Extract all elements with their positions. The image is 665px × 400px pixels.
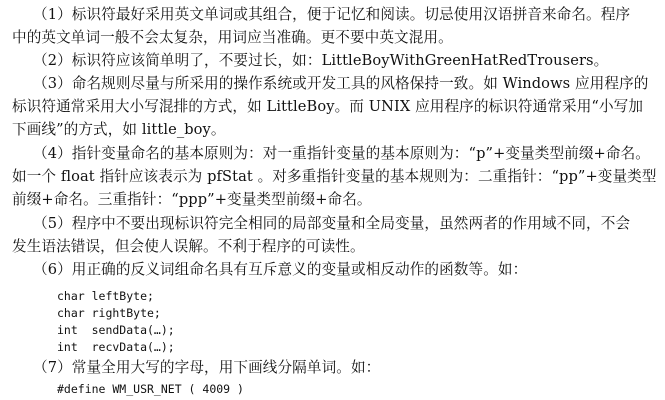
- rule-5-line-2: 发生语法错误，但会使人误解。不利于程序的可读性。: [12, 238, 365, 255]
- rule-6-line-1: （6）用正确的反义词组命名具有互斥意义的变量或相反动作的函数等。如：: [33, 261, 528, 278]
- code-line-define: #define WM_USR_NET ( 4009 ): [57, 382, 244, 396]
- rule-1-line-2: 中的英文单词一般不会太复杂，用词应当准确。更不要中英文混用。: [12, 29, 453, 46]
- rule-3-line-2: 标识符通常采用大小写混排的方式，如 LittleBoy。而 UNIX 应用程序的标识符通常采用“小写加: [12, 98, 644, 115]
- rule-4-line-1: （4）指针变量命名的基本原则为：对一重指针变量的基本原则为：“p”+变量类型前缀+命名。: [33, 145, 650, 162]
- code-line: char rightByte;: [57, 306, 161, 320]
- rule-7-line-1: （7）常量全用大写的字母，用下画线分隔单词。如：: [33, 359, 381, 376]
- rule-4-line-3: 前缀+命名。三重指针：“ppp”+变量类型前缀+命名。: [12, 191, 372, 208]
- rule-1-line-1: （1）标识符最好采用英文单词或其组合，便于记忆和阅读。切忌使用汉语拼音来命名。程序: [33, 6, 631, 23]
- rule-5-line-1: （5）程序中不要出现标识符完全相同的局部变量和全局变量，虽然两者的作用域不同，不会: [33, 215, 631, 232]
- code-line: int recvData(…);: [57, 340, 175, 354]
- rule-3-line-1: （3）命名规则尽量与所采用的操作系统或开发工具的风格保持一致。如 Windows 应用程序的: [33, 75, 649, 92]
- rule-4-line-2: 如一个 float 指针应该表示为 pfStat 。对多重指针变量的基本规则为：二重指针：“pp”+变量类型: [12, 168, 657, 185]
- code-line: char leftByte;: [57, 289, 154, 303]
- rule-3-line-3: 下画线”的方式，如 little_boy。: [12, 121, 226, 138]
- rule-2-line-1: （2）标识符应该简单明了，不要过长，如：LittleBoyWithGreenHatRedTrousers。: [33, 52, 609, 69]
- code-line: int sendData(…);: [57, 323, 175, 337]
